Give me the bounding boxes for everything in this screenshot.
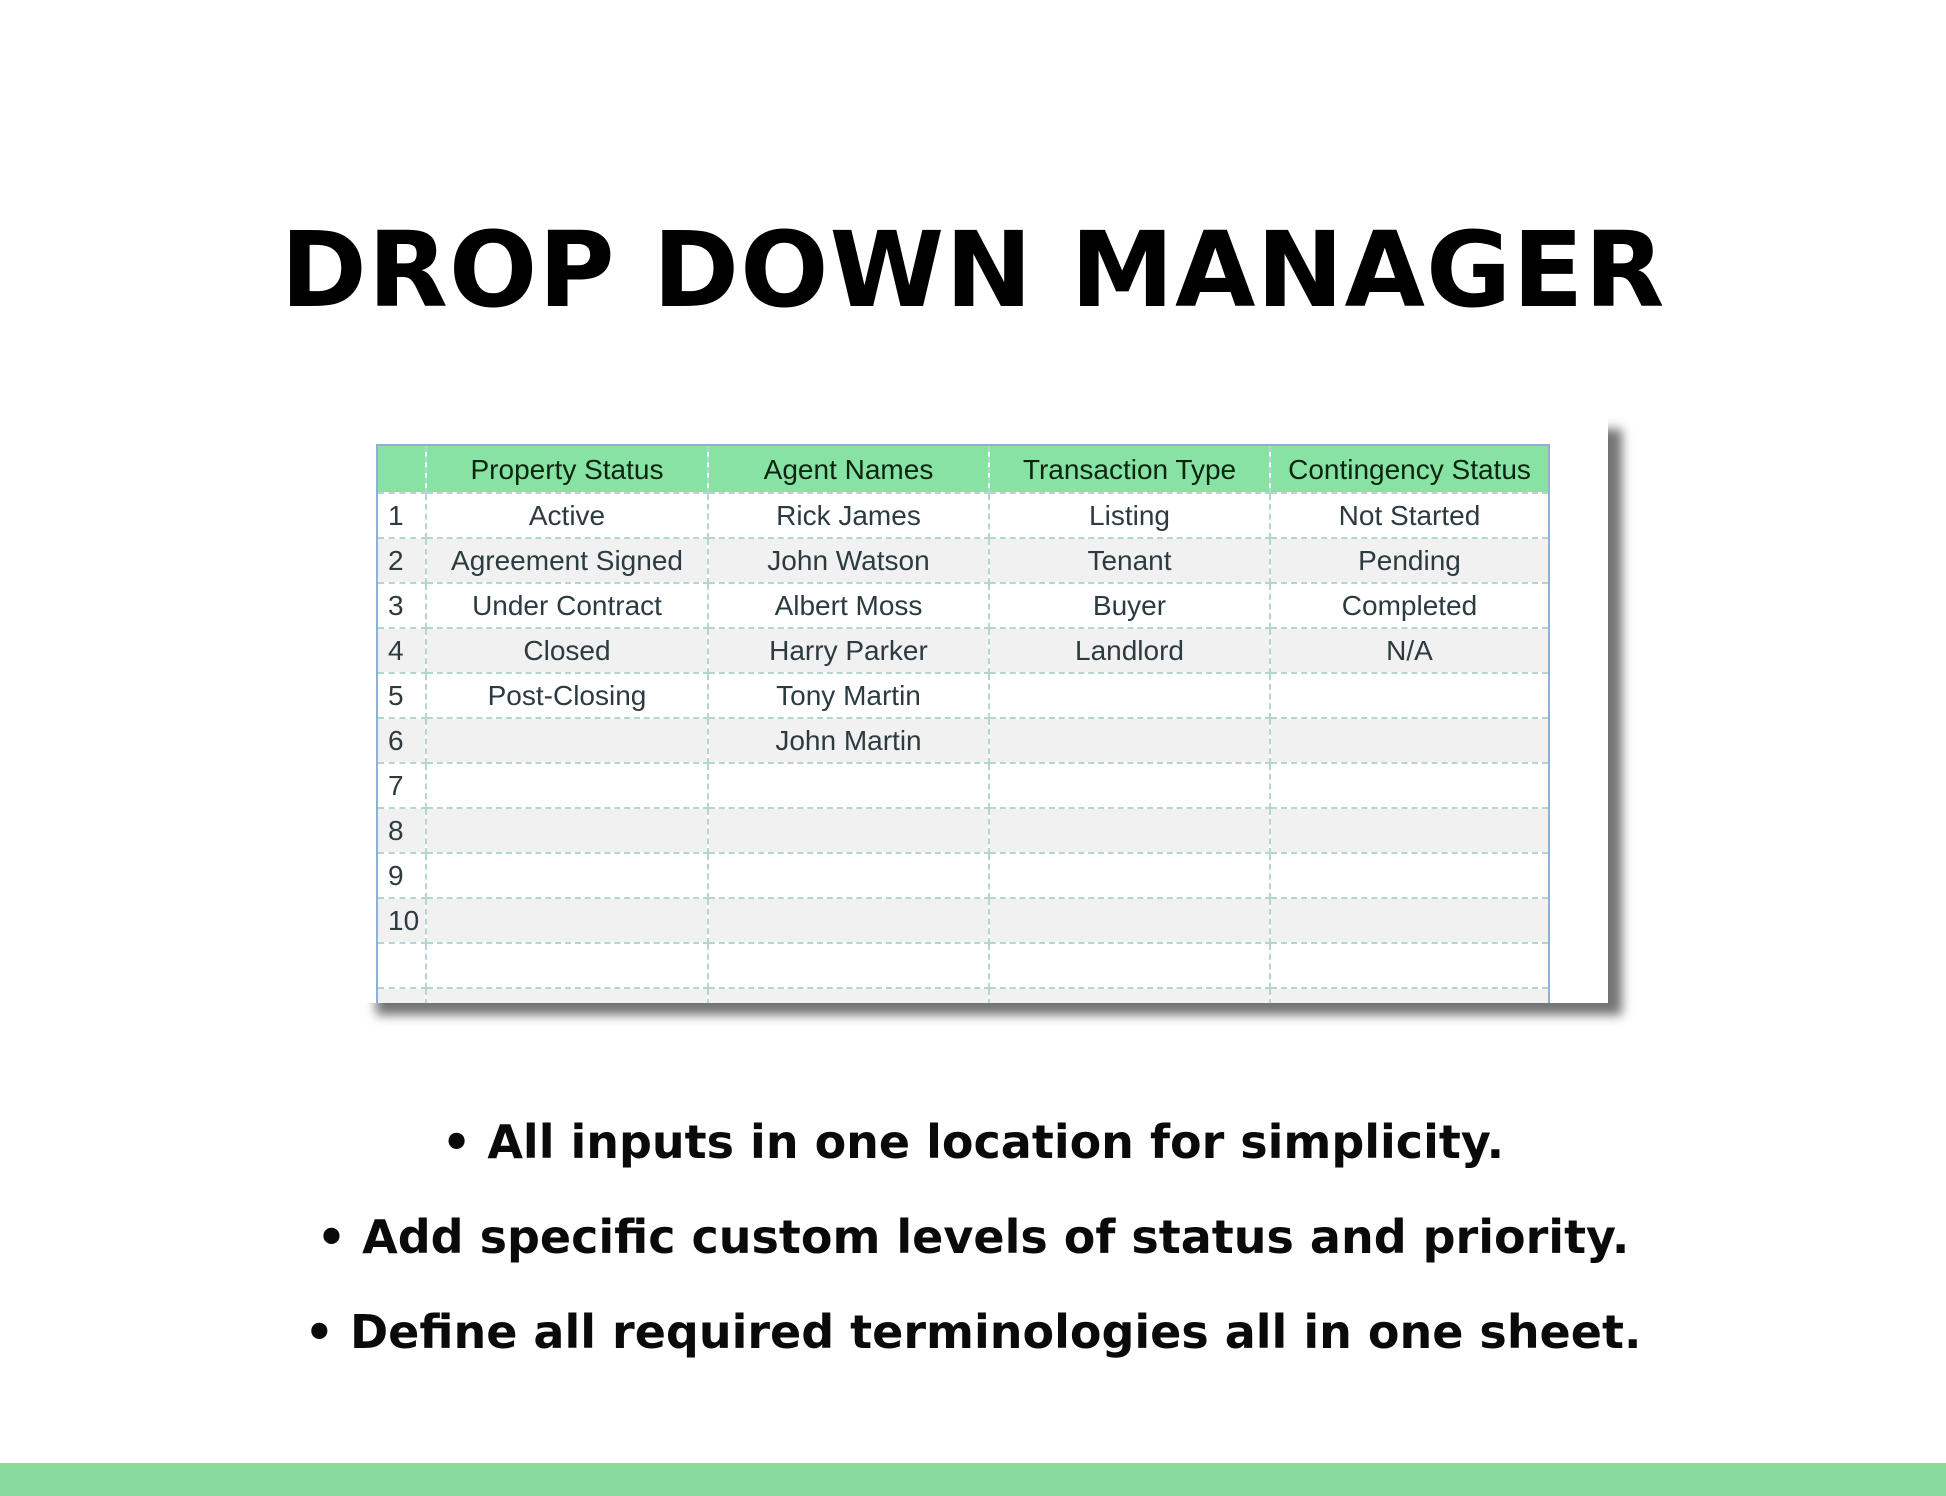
row-number: 2: [378, 538, 426, 583]
cell-transaction-type[interactable]: [989, 943, 1270, 988]
cell-property-status[interactable]: Active: [426, 493, 708, 538]
cell-property-status[interactable]: [426, 898, 708, 943]
feature-text: Add specific custom levels of status and priority.: [362, 1210, 1630, 1264]
row-number: 6: [378, 718, 426, 763]
cell-contingency-status[interactable]: [1270, 718, 1548, 763]
cell-agent-name[interactable]: Tony Martin: [708, 673, 989, 718]
feature-text: All inputs in one location for simplicity.: [487, 1115, 1505, 1169]
cell-agent-name[interactable]: [708, 808, 989, 853]
cell-property-status[interactable]: Closed: [426, 628, 708, 673]
table-row: [378, 718, 1548, 763]
cell-agent-name[interactable]: [708, 853, 989, 898]
cell-property-status[interactable]: [426, 808, 708, 853]
feature-text: Define all required terminologies all in one sheet.: [349, 1305, 1642, 1359]
cell-property-status[interactable]: Post-Closing: [426, 673, 708, 718]
cell-contingency-status[interactable]: [1270, 853, 1548, 898]
cell-contingency-status[interactable]: N/A: [1270, 628, 1548, 673]
cell-agent-name[interactable]: John Martin: [708, 718, 989, 763]
column-header-property-status[interactable]: Property Status: [426, 446, 708, 493]
cell-property-status[interactable]: Agreement Signed: [426, 538, 708, 583]
row-number: 10: [378, 898, 426, 943]
cell-transaction-type[interactable]: [989, 808, 1270, 853]
footer-accent-bar: [0, 1463, 1946, 1496]
cell-agent-name[interactable]: Harry Parker: [708, 628, 989, 673]
dropdown-table: [378, 446, 1548, 1003]
table-row: [378, 493, 1548, 538]
cell-transaction-type[interactable]: Tenant: [989, 538, 1270, 583]
cell-contingency-status[interactable]: [1270, 763, 1548, 808]
cell-transaction-type[interactable]: [989, 898, 1270, 943]
cell-contingency-status[interactable]: Completed: [1270, 583, 1548, 628]
row-number: 3: [378, 583, 426, 628]
cell-contingency-status[interactable]: Pending: [1270, 538, 1548, 583]
cell-property-status[interactable]: [426, 943, 708, 988]
bullet-dot-icon: •: [441, 1115, 472, 1169]
dropdown-sheet: [376, 444, 1550, 1003]
row-number: [378, 988, 426, 1003]
cell-agent-name[interactable]: John Watson: [708, 538, 989, 583]
table-row: [378, 898, 1548, 943]
cell-transaction-type[interactable]: [989, 988, 1270, 1003]
table-row: [378, 763, 1548, 808]
cell-agent-name[interactable]: Albert Moss: [708, 583, 989, 628]
cell-contingency-status[interactable]: [1270, 673, 1548, 718]
table-row: [378, 628, 1548, 673]
cell-transaction-type[interactable]: Listing: [989, 493, 1270, 538]
cell-transaction-type[interactable]: Landlord: [989, 628, 1270, 673]
column-header-transaction-type[interactable]: Transaction Type: [989, 446, 1270, 493]
row-number: 9: [378, 853, 426, 898]
cell-agent-name[interactable]: Rick James: [708, 493, 989, 538]
table-row: [378, 538, 1548, 583]
cell-contingency-status[interactable]: [1270, 943, 1548, 988]
feature-list: [0, 1108, 1946, 1393]
feature-item: [0, 1108, 1946, 1203]
row-number: 5: [378, 673, 426, 718]
cell-agent-name[interactable]: [708, 988, 989, 1003]
header-row: [378, 446, 1548, 493]
row-number: 8: [378, 808, 426, 853]
cell-agent-name[interactable]: [708, 763, 989, 808]
cell-contingency-status[interactable]: [1270, 808, 1548, 853]
table-row: [378, 808, 1548, 853]
table-row: [378, 853, 1548, 898]
cell-contingency-status[interactable]: Not Started: [1270, 493, 1548, 538]
row-number-header[interactable]: [378, 446, 426, 493]
cell-transaction-type[interactable]: [989, 853, 1270, 898]
row-number: 7: [378, 763, 426, 808]
row-number: [378, 943, 426, 988]
cell-property-status[interactable]: [426, 988, 708, 1003]
row-number: 4: [378, 628, 426, 673]
cell-agent-name[interactable]: [708, 898, 989, 943]
cell-transaction-type[interactable]: Buyer: [989, 583, 1270, 628]
column-header-agent-names[interactable]: Agent Names: [708, 446, 989, 493]
page-title: DROP DOWN MANAGER: [280, 209, 1666, 331]
table-row: [378, 673, 1548, 718]
row-number: 1: [378, 493, 426, 538]
cell-transaction-type[interactable]: [989, 673, 1270, 718]
bullet-dot-icon: •: [316, 1210, 347, 1264]
cell-transaction-type[interactable]: [989, 718, 1270, 763]
cell-property-status[interactable]: [426, 853, 708, 898]
cell-property-status[interactable]: [426, 718, 708, 763]
feature-item: [0, 1298, 1946, 1393]
cell-agent-name[interactable]: [708, 943, 989, 988]
table-row: [378, 988, 1548, 1003]
cell-transaction-type[interactable]: [989, 763, 1270, 808]
feature-item: [0, 1203, 1946, 1298]
bullet-dot-icon: •: [304, 1305, 334, 1359]
table-row: [378, 583, 1548, 628]
cell-property-status[interactable]: Under Contract: [426, 583, 708, 628]
cell-contingency-status[interactable]: [1270, 898, 1548, 943]
column-header-contingency-status[interactable]: Contingency Status: [1270, 446, 1548, 493]
cell-property-status[interactable]: [426, 763, 708, 808]
cell-contingency-status[interactable]: [1270, 988, 1548, 1003]
table-row: [378, 943, 1548, 988]
